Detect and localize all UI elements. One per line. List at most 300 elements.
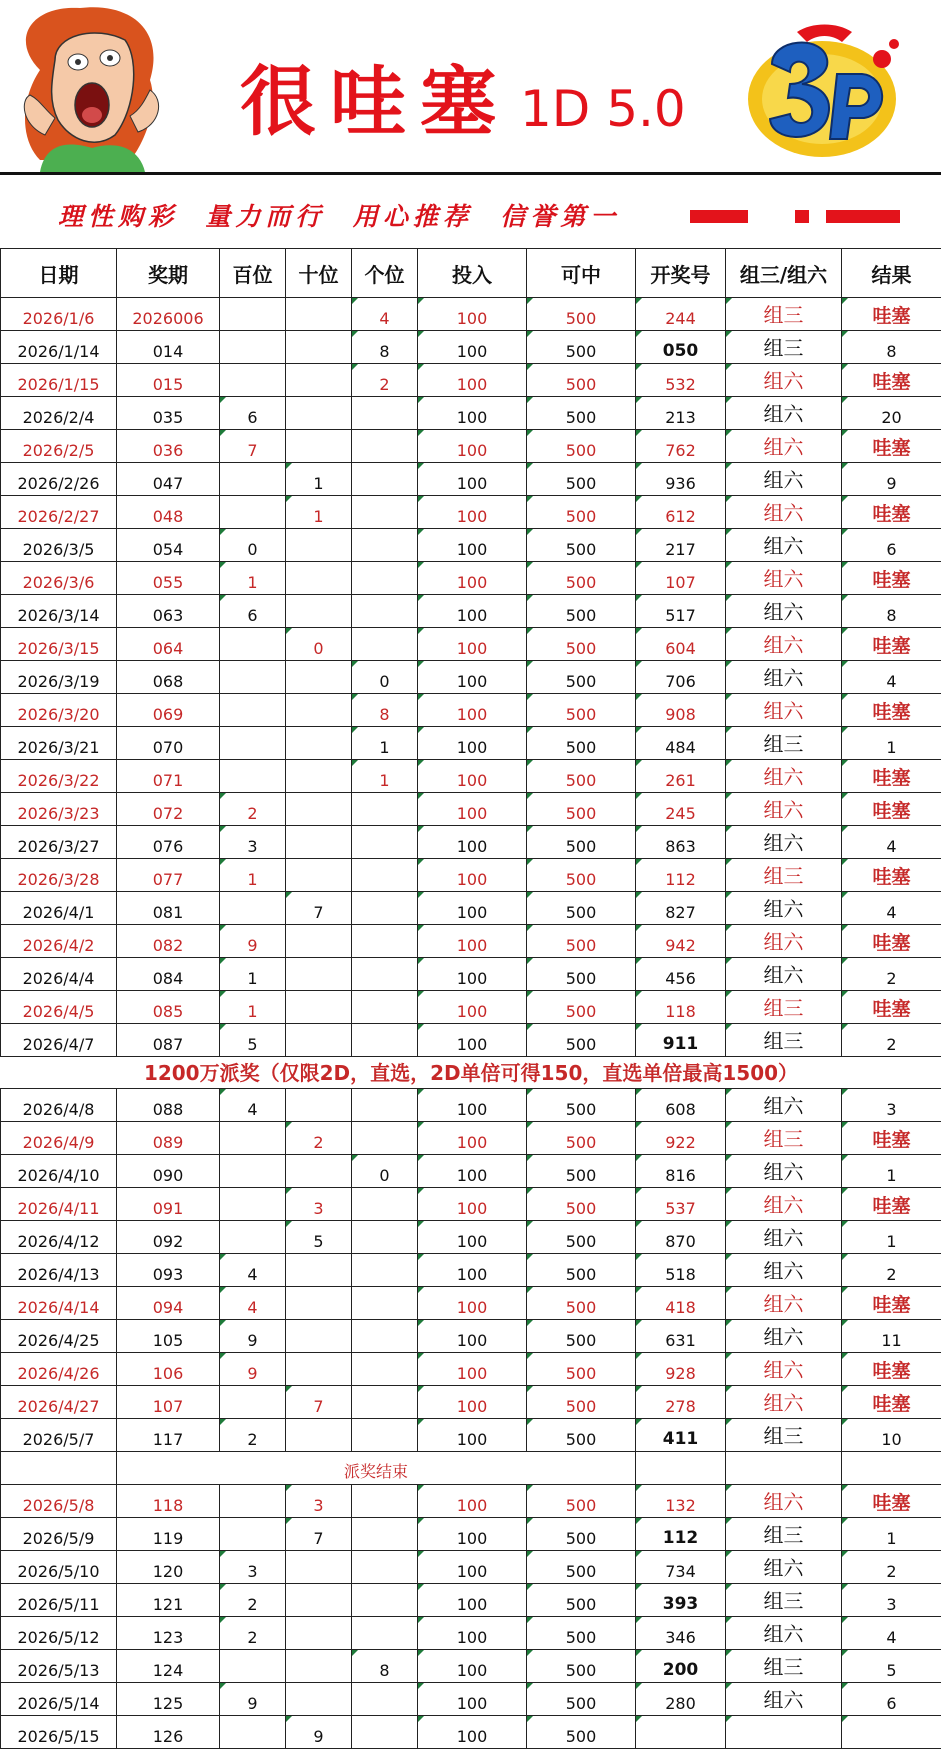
cost-cell: 100 [418, 430, 527, 463]
result-cell: 4 [842, 1617, 941, 1650]
tens-cell [286, 661, 352, 694]
hundreds-cell: 5 [220, 1024, 286, 1057]
cost-cell: 100 [418, 529, 527, 562]
issue-cell: 120 [117, 1551, 220, 1584]
issue-cell: 077 [117, 859, 220, 892]
hundreds-cell: 2 [220, 1584, 286, 1617]
group-type-cell: 组六 [726, 562, 842, 595]
ones-cell [352, 1221, 418, 1254]
issue-cell: 094 [117, 1287, 220, 1320]
result-cell: 5 [842, 1650, 941, 1683]
payout-cell: 500 [527, 1320, 636, 1353]
tens-cell: 7 [286, 892, 352, 925]
group-type-cell: 组六 [726, 1683, 842, 1716]
group-type-cell: 组三 [726, 1584, 842, 1617]
payout-cell: 500 [527, 1353, 636, 1386]
ones-cell [352, 1485, 418, 1518]
draw-number-cell: 908 [636, 694, 726, 727]
payout-cell: 500 [527, 397, 636, 430]
table-row [1, 760, 941, 793]
payout-cell: 500 [527, 1683, 636, 1716]
hundreds-cell [220, 1518, 286, 1551]
cost-cell: 100 [418, 1584, 527, 1617]
hundreds-cell [220, 760, 286, 793]
cost-cell: 100 [418, 562, 527, 595]
draw-number-cell: 213 [636, 397, 726, 430]
ones-cell [352, 826, 418, 859]
table-row [1, 1122, 941, 1155]
table-row [1, 562, 941, 595]
tens-cell [286, 1617, 352, 1650]
ones-cell: 0 [352, 661, 418, 694]
issue-cell: 087 [117, 1024, 220, 1057]
hundreds-cell: 4 [220, 1287, 286, 1320]
cost-cell: 100 [418, 826, 527, 859]
end-cell-blank [1, 1452, 117, 1485]
issue-cell: 090 [117, 1155, 220, 1188]
result-cell: 1 [842, 1518, 941, 1551]
draw-number-cell: 532 [636, 364, 726, 397]
cost-cell: 100 [418, 1650, 527, 1683]
cost-cell: 100 [418, 1320, 527, 1353]
tens-cell: 1 [286, 463, 352, 496]
table-row [1, 826, 941, 859]
ones-cell [352, 463, 418, 496]
draw-number-cell: 278 [636, 1386, 726, 1419]
date-cell: 2026/4/27 [1, 1386, 117, 1419]
payout-cell: 500 [527, 1617, 636, 1650]
hundreds-cell [220, 694, 286, 727]
payout-cell: 500 [527, 958, 636, 991]
result-cell: 10 [842, 1419, 941, 1452]
cost-cell: 100 [418, 727, 527, 760]
date-cell: 2026/4/8 [1, 1089, 117, 1122]
cost-cell: 100 [418, 1287, 527, 1320]
hundreds-cell [220, 364, 286, 397]
hundreds-cell [220, 1155, 286, 1188]
cost-cell: 100 [418, 694, 527, 727]
group-type-cell: 组三 [726, 1024, 842, 1057]
tens-cell [286, 727, 352, 760]
ones-cell [352, 430, 418, 463]
hundreds-cell [220, 298, 286, 331]
date-cell: 2026/5/7 [1, 1419, 117, 1452]
issue-cell: 126 [117, 1716, 220, 1749]
group-type-cell: 组三 [726, 331, 842, 364]
slogan-text: 理性购彩 量力而行 用心推荐 信誉第一 [58, 197, 620, 233]
result-cell: 1 [842, 1155, 941, 1188]
table-row [1, 1716, 941, 1749]
group-type-cell: 组六 [726, 430, 842, 463]
hundreds-cell: 9 [220, 1320, 286, 1353]
hundreds-cell [220, 661, 286, 694]
hundreds-cell: 6 [220, 397, 286, 430]
table-row [1, 1518, 941, 1551]
cost-cell: 100 [418, 1254, 527, 1287]
issue-cell: 047 [117, 463, 220, 496]
payout-cell: 500 [527, 1551, 636, 1584]
tens-cell: 0 [286, 628, 352, 661]
ones-cell: 8 [352, 694, 418, 727]
table-row [1, 628, 941, 661]
date-cell: 2026/4/26 [1, 1353, 117, 1386]
result-cell: 哇塞 [842, 430, 941, 463]
issue-cell: 089 [117, 1122, 220, 1155]
date-cell: 2026/3/15 [1, 628, 117, 661]
ones-cell [352, 859, 418, 892]
end-cell-blank [636, 1452, 726, 1485]
date-cell: 2026/5/13 [1, 1650, 117, 1683]
cost-cell: 100 [418, 793, 527, 826]
tens-cell [286, 1419, 352, 1452]
end-cell-blank [842, 1452, 941, 1485]
cost-cell: 100 [418, 1419, 527, 1452]
result-cell: 哇塞 [842, 628, 941, 661]
table-row [1, 727, 941, 760]
result-cell: 哇塞 [842, 1386, 941, 1419]
payout-cell: 500 [527, 364, 636, 397]
draw-number-cell: 706 [636, 661, 726, 694]
hundreds-cell: 2 [220, 793, 286, 826]
cost-cell: 100 [418, 1155, 527, 1188]
draw-number-cell: 200 [636, 1650, 726, 1683]
hundreds-cell: 2 [220, 1617, 286, 1650]
hundreds-cell [220, 1650, 286, 1683]
end-text: 派奖结束 [117, 1452, 636, 1485]
table-row [1, 859, 941, 892]
group-type-cell: 组三 [726, 859, 842, 892]
group-type-cell: 组六 [726, 1320, 842, 1353]
result-cell: 2 [842, 1254, 941, 1287]
table-row [1, 1024, 941, 1057]
tens-cell [286, 826, 352, 859]
group-type-cell: 组六 [726, 529, 842, 562]
tens-cell: 3 [286, 1485, 352, 1518]
date-cell: 2026/2/5 [1, 430, 117, 463]
cost-cell: 100 [418, 1024, 527, 1057]
group-type-cell: 组六 [726, 925, 842, 958]
result-cell: 6 [842, 529, 941, 562]
draw-number-cell: 922 [636, 1122, 726, 1155]
group-type-cell: 组六 [726, 958, 842, 991]
table-row [1, 1485, 941, 1518]
draw-number-cell: 418 [636, 1287, 726, 1320]
issue-cell: 125 [117, 1683, 220, 1716]
draw-number-cell: 118 [636, 991, 726, 1024]
date-cell: 2026/3/27 [1, 826, 117, 859]
cost-cell: 100 [418, 595, 527, 628]
date-cell: 2026/3/22 [1, 760, 117, 793]
hundreds-cell: 1 [220, 958, 286, 991]
draw-number-cell: 244 [636, 298, 726, 331]
tens-cell [286, 1353, 352, 1386]
table-row [1, 1386, 941, 1419]
date-cell: 2026/1/6 [1, 298, 117, 331]
group-type-cell [726, 1716, 842, 1749]
result-cell: 哇塞 [842, 1353, 941, 1386]
result-cell: 3 [842, 1584, 941, 1617]
tens-cell: 3 [286, 1188, 352, 1221]
col-header: 开奖号 [636, 249, 726, 298]
lottery-3d-logo-icon [742, 14, 902, 164]
ones-cell [352, 562, 418, 595]
cost-cell: 100 [418, 1617, 527, 1650]
end-section [1, 1452, 941, 1485]
date-cell: 2026/3/23 [1, 793, 117, 826]
cost-cell: 100 [418, 1551, 527, 1584]
payout-cell: 500 [527, 925, 636, 958]
ones-cell [352, 1716, 418, 1749]
ones-cell [352, 958, 418, 991]
hundreds-cell: 2 [220, 1419, 286, 1452]
payout-cell: 500 [527, 1254, 636, 1287]
payout-cell: 500 [527, 1221, 636, 1254]
tens-cell: 5 [286, 1221, 352, 1254]
group-type-cell: 组六 [726, 364, 842, 397]
tens-cell [286, 1551, 352, 1584]
draw-number-cell: 827 [636, 892, 726, 925]
issue-cell: 082 [117, 925, 220, 958]
hundreds-cell: 9 [220, 1683, 286, 1716]
ones-cell [352, 1419, 418, 1452]
tens-cell [286, 562, 352, 595]
results-table [0, 248, 941, 1749]
payout-cell: 500 [527, 1650, 636, 1683]
result-cell: 2 [842, 1551, 941, 1584]
result-cell: 2 [842, 1024, 941, 1057]
payout-cell: 500 [527, 1716, 636, 1749]
group-type-cell: 组六 [726, 1485, 842, 1518]
group-type-cell: 组三 [726, 727, 842, 760]
col-header: 十位 [286, 249, 352, 298]
result-cell: 哇塞 [842, 562, 941, 595]
draw-number-cell: 107 [636, 562, 726, 595]
tens-cell: 9 [286, 1716, 352, 1749]
hundreds-cell: 1 [220, 991, 286, 1024]
header-banner [0, 0, 941, 172]
date-cell: 2026/1/15 [1, 364, 117, 397]
date-cell: 2026/4/13 [1, 1254, 117, 1287]
cost-cell: 100 [418, 1353, 527, 1386]
end-row [1, 1452, 941, 1485]
payout-cell: 500 [527, 727, 636, 760]
ones-cell [352, 397, 418, 430]
date-cell: 2026/5/12 [1, 1617, 117, 1650]
cost-cell: 100 [418, 1716, 527, 1749]
cost-cell: 100 [418, 463, 527, 496]
table-row [1, 1089, 941, 1122]
cost-cell: 100 [418, 628, 527, 661]
cost-cell: 100 [418, 925, 527, 958]
group-type-cell: 组六 [726, 463, 842, 496]
result-cell: 6 [842, 1683, 941, 1716]
ones-cell [352, 1188, 418, 1221]
table-row [1, 463, 941, 496]
date-cell: 2026/4/14 [1, 1287, 117, 1320]
payout-cell: 500 [527, 1518, 636, 1551]
date-cell: 2026/4/12 [1, 1221, 117, 1254]
draw-number-cell: 517 [636, 595, 726, 628]
draw-number-cell: 245 [636, 793, 726, 826]
group-type-cell: 组三 [726, 1419, 842, 1452]
end-cell-blank [726, 1452, 842, 1485]
cost-cell: 100 [418, 1485, 527, 1518]
group-type-cell: 组三 [726, 991, 842, 1024]
issue-cell: 081 [117, 892, 220, 925]
ones-cell [352, 1551, 418, 1584]
payout-cell: 500 [527, 826, 636, 859]
hundreds-cell [220, 628, 286, 661]
payout-cell: 500 [527, 595, 636, 628]
notice-row [1, 1057, 941, 1089]
ones-cell [352, 1089, 418, 1122]
payout-cell: 500 [527, 331, 636, 364]
tens-cell [286, 430, 352, 463]
result-cell: 哇塞 [842, 496, 941, 529]
tens-cell: 7 [286, 1386, 352, 1419]
hundreds-cell [220, 496, 286, 529]
cost-cell: 100 [418, 958, 527, 991]
date-cell: 2026/3/6 [1, 562, 117, 595]
col-header: 投入 [418, 249, 527, 298]
tens-cell [286, 1650, 352, 1683]
cost-cell: 100 [418, 991, 527, 1024]
tens-cell [286, 1287, 352, 1320]
table-row [1, 397, 941, 430]
tens-cell: 1 [286, 496, 352, 529]
result-cell: 4 [842, 892, 941, 925]
hundreds-cell [220, 892, 286, 925]
group-type-cell: 组六 [726, 694, 842, 727]
col-header: 个位 [352, 249, 418, 298]
ones-cell [352, 892, 418, 925]
date-cell: 2026/5/10 [1, 1551, 117, 1584]
hundreds-cell [220, 1122, 286, 1155]
hundreds-cell: 1 [220, 562, 286, 595]
issue-cell: 105 [117, 1320, 220, 1353]
date-cell: 2026/2/26 [1, 463, 117, 496]
date-cell: 2026/4/4 [1, 958, 117, 991]
ones-cell [352, 1353, 418, 1386]
issue-cell: 072 [117, 793, 220, 826]
tens-cell [286, 1155, 352, 1188]
issue-cell: 015 [117, 364, 220, 397]
result-cell: 哇塞 [842, 925, 941, 958]
draw-number-cell: 346 [636, 1617, 726, 1650]
date-cell: 2026/4/11 [1, 1188, 117, 1221]
date-cell: 2026/3/20 [1, 694, 117, 727]
cost-cell: 100 [418, 331, 527, 364]
group-type-cell: 组六 [726, 1254, 842, 1287]
date-cell: 2026/5/9 [1, 1518, 117, 1551]
hundreds-cell: 0 [220, 529, 286, 562]
draw-number-cell: 411 [636, 1419, 726, 1452]
table-row [1, 364, 941, 397]
hundreds-cell [220, 1221, 286, 1254]
tens-cell [286, 1024, 352, 1057]
table-row [1, 694, 941, 727]
result-cell: 8 [842, 595, 941, 628]
draw-number-cell: 604 [636, 628, 726, 661]
payout-cell: 500 [527, 793, 636, 826]
result-cell: 20 [842, 397, 941, 430]
table-row [1, 529, 941, 562]
tens-cell: 7 [286, 1518, 352, 1551]
payout-cell: 500 [527, 1485, 636, 1518]
group-type-cell: 组六 [726, 595, 842, 628]
hundreds-cell: 1 [220, 859, 286, 892]
draw-number-cell: 863 [636, 826, 726, 859]
table-row [1, 430, 941, 463]
group-type-cell: 组六 [726, 1188, 842, 1221]
table-row [1, 1221, 941, 1254]
group-type-cell: 组六 [726, 397, 842, 430]
issue-cell: 014 [117, 331, 220, 364]
draw-number-cell: 484 [636, 727, 726, 760]
issue-cell: 070 [117, 727, 220, 760]
issue-cell: 123 [117, 1617, 220, 1650]
group-type-cell: 组六 [726, 892, 842, 925]
payout-cell: 500 [527, 430, 636, 463]
table-row [1, 1188, 941, 1221]
group-type-cell: 组六 [726, 628, 842, 661]
payout-cell: 500 [527, 1584, 636, 1617]
group-type-cell: 组六 [726, 1155, 842, 1188]
group-type-cell: 组六 [726, 661, 842, 694]
payout-cell: 500 [527, 991, 636, 1024]
date-cell: 2026/3/28 [1, 859, 117, 892]
draw-number-cell: 050 [636, 331, 726, 364]
table-row [1, 496, 941, 529]
result-cell: 哇塞 [842, 793, 941, 826]
title-chinese: 很哇塞 [240, 64, 510, 140]
table-row [1, 793, 941, 826]
ones-cell [352, 1122, 418, 1155]
col-header: 奖期 [117, 249, 220, 298]
hundreds-cell: 4 [220, 1254, 286, 1287]
date-cell: 2026/3/21 [1, 727, 117, 760]
tens-cell [286, 529, 352, 562]
payout-cell: 500 [527, 496, 636, 529]
cost-cell: 100 [418, 1518, 527, 1551]
payout-cell: 500 [527, 529, 636, 562]
issue-cell: 036 [117, 430, 220, 463]
result-cell: 4 [842, 826, 941, 859]
result-cell: 哇塞 [842, 760, 941, 793]
decor-dash [795, 210, 809, 223]
issue-cell: 084 [117, 958, 220, 991]
cost-cell: 100 [418, 1386, 527, 1419]
payout-cell: 500 [527, 298, 636, 331]
group-type-cell: 组三 [726, 1518, 842, 1551]
ones-cell [352, 628, 418, 661]
issue-cell: 124 [117, 1650, 220, 1683]
issue-cell: 054 [117, 529, 220, 562]
group-type-cell: 组六 [726, 1287, 842, 1320]
table-row [1, 331, 941, 364]
table-row [1, 991, 941, 1024]
group-type-cell: 组三 [726, 1650, 842, 1683]
payout-cell: 500 [527, 1386, 636, 1419]
result-cell: 8 [842, 331, 941, 364]
issue-cell: 076 [117, 826, 220, 859]
issue-cell: 055 [117, 562, 220, 595]
page-title [240, 40, 686, 140]
decor-dash [826, 210, 900, 223]
result-cell: 哇塞 [842, 991, 941, 1024]
result-cell: 9 [842, 463, 941, 496]
payout-cell: 500 [527, 1155, 636, 1188]
